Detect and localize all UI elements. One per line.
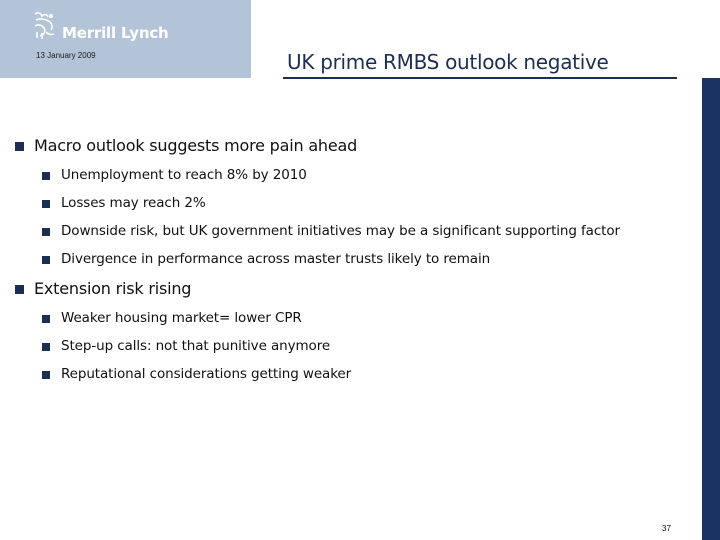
- square-bullet-icon: [42, 343, 50, 351]
- bullet-text: Weaker housing market= lower CPR: [61, 310, 302, 326]
- list-item: [61, 167, 307, 183]
- side-accent-bar: [702, 78, 720, 540]
- bullet-text: Step-up calls: not that punitive anymore: [61, 338, 331, 354]
- bullet-text: Losses may reach 2%: [61, 195, 206, 211]
- square-bullet-icon: [15, 285, 24, 294]
- list-item: [34, 136, 357, 155]
- list-item: [61, 223, 620, 239]
- square-bullet-icon: [42, 172, 50, 180]
- bullet-text: Downside risk, but UK government initiatives may be a significant supporting factor: [61, 223, 620, 239]
- bullet-text: Reputational considerations getting weaker: [61, 366, 352, 382]
- page-title: UK prime RMBS outlook negative: [287, 50, 609, 74]
- bullet-text: Macro outlook suggests more pain ahead: [34, 136, 358, 155]
- bullet-text: Unemployment to reach 8% by 2010: [61, 167, 307, 183]
- bullet-text: Divergence in performance across master trusts likely to remain: [61, 251, 491, 267]
- slide-date: 13 January 2009: [36, 51, 96, 60]
- bullet-text: Extension risk rising: [34, 279, 192, 298]
- list-item: [34, 279, 191, 298]
- list-item: [61, 338, 330, 354]
- list-item: [61, 310, 302, 326]
- list-item: [61, 251, 490, 267]
- square-bullet-icon: [42, 315, 50, 323]
- square-bullet-icon: [42, 200, 50, 208]
- list-item: [61, 195, 206, 211]
- square-bullet-icon: [15, 142, 24, 151]
- square-bullet-icon: [42, 228, 50, 236]
- square-bullet-icon: [42, 371, 50, 379]
- logo-wordmark: Merrill Lynch: [62, 24, 169, 42]
- list-item: [61, 366, 351, 382]
- page-number: 37: [662, 524, 671, 533]
- square-bullet-icon: [42, 256, 50, 264]
